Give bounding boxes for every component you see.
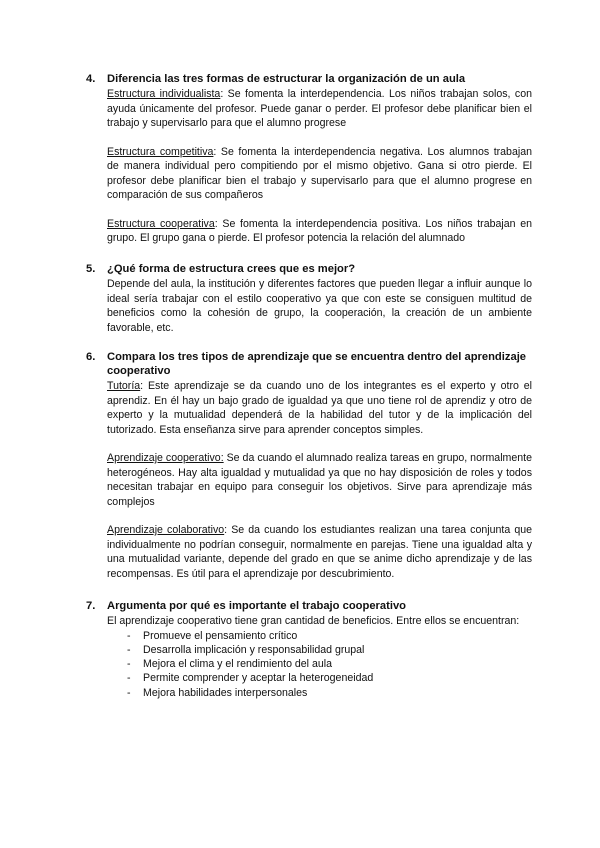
question-number: 4. bbox=[86, 73, 96, 85]
paragraph-text: : Este aprendizaje se da cuando uno de los integrantes es el experto y otro el aprendiz. En él hay un bajo grado de igualdad ya que uno tiene rol de aprendiz y otro de experto y la mutualidad dependerá de la habilidad del tutor y de la implicación del tutorizado. Esta enseñanza sirve para aprender conceptos simples. bbox=[107, 380, 532, 436]
list-item-text: Promueve el pensamiento crítico bbox=[143, 629, 298, 642]
list-item bbox=[107, 671, 532, 685]
list-item bbox=[107, 643, 532, 657]
question-title: ¿Qué forma de estructura crees que es mejor? bbox=[107, 263, 356, 275]
question-title: Diferencia las tres formas de estructurar la organización de un aula bbox=[107, 73, 466, 85]
paragraph-tutoria bbox=[107, 379, 532, 437]
term-label: Estructura cooperativa bbox=[107, 217, 215, 230]
term-label: Aprendizaje colaborativo bbox=[107, 524, 225, 536]
bullet-dash: - bbox=[127, 686, 131, 699]
question-title: Compara los tres tipos de aprendizaje que se encuentra dentro del aprendizaje cooperativo bbox=[107, 351, 527, 377]
question-title: Argumenta por qué es importante el trabajo cooperativo bbox=[107, 600, 407, 612]
list-item-text: Desarrolla implicación y responsabilidad grupal bbox=[143, 643, 365, 656]
paragraph-text: : Se fomenta la interdependencia positiva. Los niños trabajan en grupo. El grupo gana o pierde. El profesor potencia la relación del alumnado bbox=[107, 217, 532, 244]
question-6 bbox=[86, 350, 532, 581]
list-item bbox=[107, 657, 532, 671]
paragraph-text: El aprendizaje cooperativo tiene gran cantidad de beneficios. Entre ellos se encuentran: bbox=[107, 615, 520, 627]
list-item-text: Permite comprender y aceptar la heterogeneidad bbox=[143, 672, 374, 685]
question-5 bbox=[86, 262, 532, 335]
paragraph-text: Se da cuando el alumnado realiza tareas en grupo, normalmente heterogéneos. Hay alta igualdad y mutualidad ya que no hay disposición de roles y todos necesitan trabajar en equipo para conseguir los objetivos. Sirve para aprendizaje más complejos bbox=[107, 452, 532, 508]
list-item-text: Mejora habilidades interpersonales bbox=[143, 686, 308, 699]
paragraph-aprendizaje-cooperativo bbox=[107, 451, 532, 509]
term-label: Aprendizaje cooperativo: bbox=[107, 452, 224, 464]
paragraph-intro bbox=[107, 614, 532, 629]
term-label: Tutoría bbox=[107, 380, 141, 392]
paragraph-text: Depende del aula, la institución y diferentes factores que pueden llegar a influir aunque lo ideal sería trabajar con el estilo cooperativo ya que con este se consiguen multitud de beneficios como la cohesión de grupo, la cooperación, la creación de un ambiente favorable, etc. bbox=[107, 278, 532, 334]
list-item-text: Mejora el clima y el rendimiento del aula bbox=[143, 658, 333, 671]
bullet-dash: - bbox=[127, 643, 131, 656]
paragraph-aprendizaje-colaborativo bbox=[107, 523, 532, 581]
question-7 bbox=[86, 599, 532, 700]
paragraph-answer bbox=[107, 277, 532, 335]
bullet-dash: - bbox=[127, 672, 131, 685]
list-item bbox=[107, 686, 532, 700]
paragraph-text: : Se fomenta la interdependencia. Los niños trabajan solos, con ayuda únicamente del profesor. Puede ganar o perder. El profesor debe planificar bien el trabajo y supervisarlo para que el alumno progrese bbox=[107, 88, 532, 129]
benefits-list bbox=[107, 629, 532, 700]
question-number: 7. bbox=[86, 600, 96, 612]
question-4 bbox=[86, 72, 532, 246]
question-number: 6. bbox=[86, 351, 96, 363]
list-item bbox=[107, 629, 532, 643]
bullet-dash: - bbox=[127, 658, 131, 671]
question-number: 5. bbox=[86, 263, 96, 275]
term-label: Estructura individualista bbox=[107, 88, 221, 100]
paragraph-competitiva bbox=[107, 145, 532, 203]
term-label: Estructura competitiva bbox=[107, 145, 214, 158]
bullet-dash: - bbox=[127, 629, 131, 642]
paragraph-individualista bbox=[107, 87, 532, 131]
paragraph-text: : Se fomenta la interdependencia negativa. Los alumnos trabajan de manera individual pero compitiendo por el mismo objetivo. Gana si otro pierde. El profesor debe planificar bien el trabajo y supervisarlo para que el alumno progrese en comparación de sus compañeros bbox=[107, 145, 532, 201]
paragraph-text: : Se da cuando los estudiantes realizan una tarea conjunta que individualmente no podrían conseguir, normalmente en parejas. Tiene una igualdad alta y una mutualidad variante, depende del grado en que se anime dicho aprendizaje y de las recompensas. Es útil para el aprendizaje por descubrimiento. bbox=[107, 524, 532, 580]
paragraph-cooperativa bbox=[107, 217, 532, 246]
